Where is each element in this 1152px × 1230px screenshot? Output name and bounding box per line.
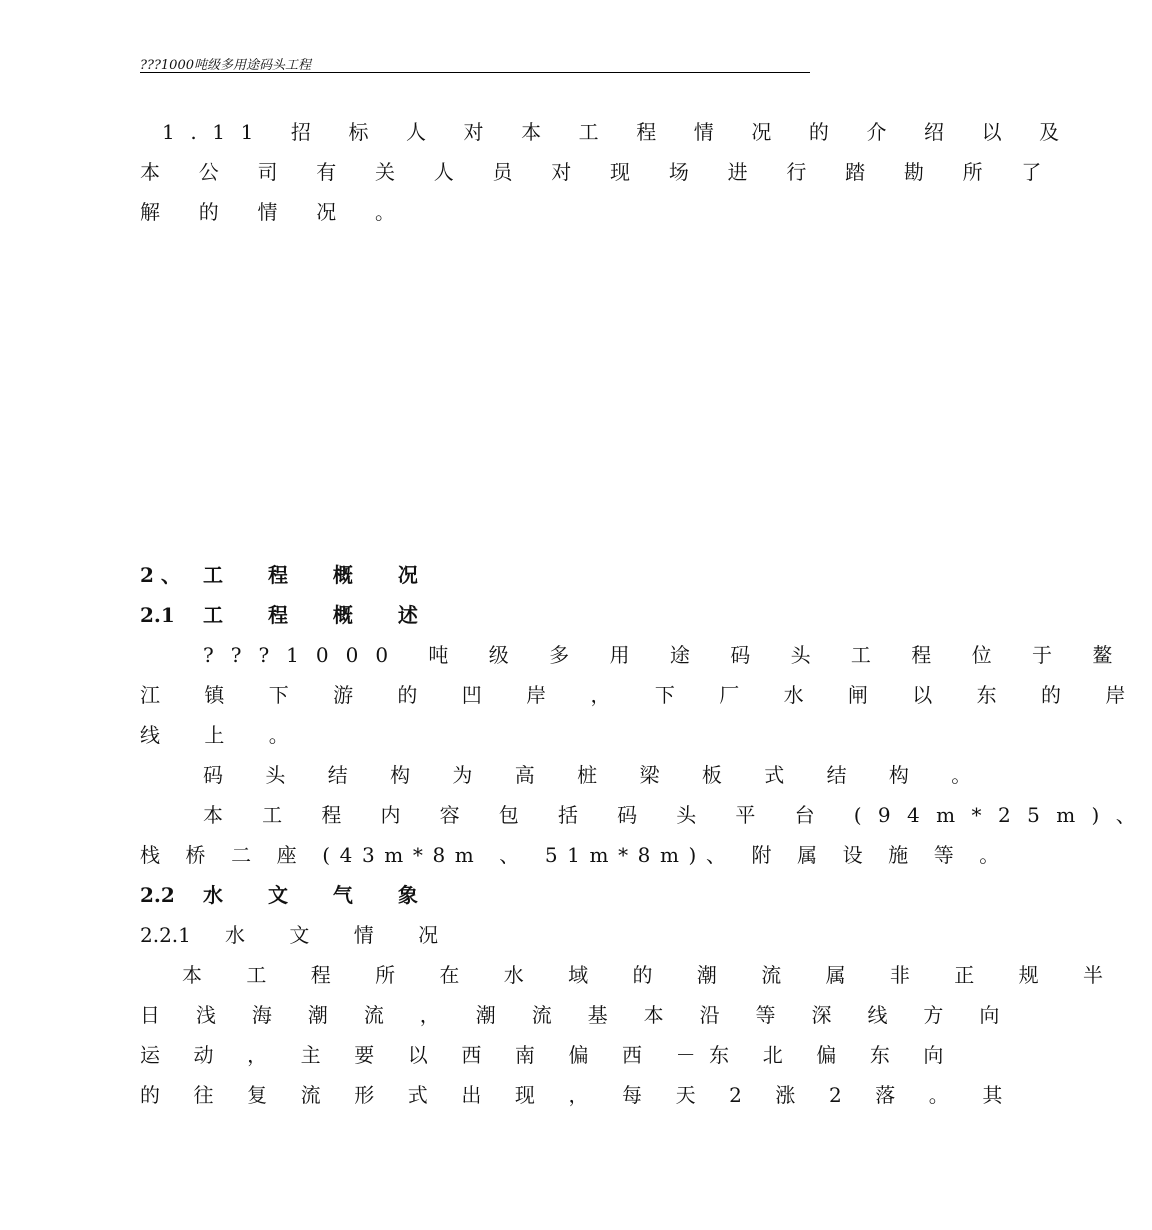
section-title: 工 程 概 述 — [203, 603, 437, 627]
paragraph-structure: 码 头 结 构 为 高 桩 梁 板 式 结 构 。 — [203, 763, 990, 787]
paragraph-hydro-line-4: 的 往 复 流 形 式 出 现 ， 每 天 2 涨 2 落 。 其 — [140, 1083, 1016, 1107]
page-header — [140, 52, 810, 73]
section-2-1-heading — [140, 595, 795, 635]
paragraph-2-1-line-3: 线 上 。 — [140, 723, 308, 747]
paragraph-1-11-line-2: 本 公 司 有 关 人 员 对 现 场 进 行 踏 勘 所 了 — [140, 160, 1058, 184]
section-title: 水 文 情 况 — [225, 923, 458, 947]
section-title: 水 文 气 象 — [203, 883, 437, 907]
paragraph-2-1-line-1: ???1000 吨 级 多 用 途 码 头 工 程 位 于 鳌 — [203, 643, 1130, 667]
paragraph-scope-line-2: 栈 桥 二 座 (43m*8m 、 51m*8m)、 附 属 设 施 等 。 — [140, 843, 1009, 867]
paragraph-hydro-line-2: 日 浅 海 潮 流 ， 潮 流 基 本 沿 等 深 线 方 向 — [140, 1003, 1015, 1027]
paragraph-2-1-line-2: 江 镇 下 游 的 凹 岸 ， 下 厂 水 闸 以 东 的 岸 — [140, 683, 1145, 707]
section-number: 2.1 — [140, 603, 175, 627]
paragraph-scope-line-1: 本 工 程 内 容 包 括 码 头 平 台 (94m*25m)、 — [203, 803, 1152, 827]
section-2-2-heading — [140, 875, 795, 915]
section-2-2-1-heading — [140, 915, 795, 955]
paragraph-1-11-line-1 — [140, 112, 1075, 152]
paragraph-hydro-line-1: 本 工 程 所 在 水 域 的 潮 流 属 非 正 规 半 — [182, 963, 1123, 987]
section-2-heading — [140, 555, 795, 595]
paragraph-1-11-line-3: 解 的 情 况 。 — [140, 200, 412, 224]
paragraph-hydro-line-3: 运 动 ， 主 要 以 西 南 偏 西 －东 北 偏 东 向 — [140, 1043, 958, 1067]
section-title: 工 程 概 况 — [203, 563, 437, 587]
section-number: 2.2 — [140, 883, 175, 907]
text-line: 1.11 招 标 人 对 本 工 程 情 况 的 介 绍 以 及 — [162, 120, 1075, 144]
header-title: ???1000吨级多用途码头工程 — [140, 58, 311, 73]
section-number: 2.2.1 — [140, 923, 191, 947]
section-number: 2 、 — [140, 563, 181, 587]
